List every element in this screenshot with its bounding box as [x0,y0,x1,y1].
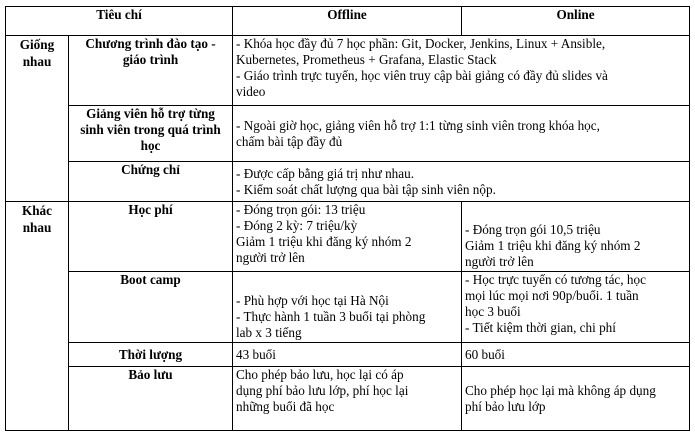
header-offline: Offline [233,7,462,36]
criterion-bootcamp: Boot camp [69,272,233,343]
table-row [6,106,690,162]
online-tuition: - Đóng trọn gói 10,5 triệu Giảm 1 triệu khi đăng ký nhóm 2 người trở lên [462,202,690,272]
shared-instructor-support: - Ngoài giờ học, giảng viên hỗ trợ 1:1 từng sinh viên trong khóa học, chấm bài tập đầy đủ [233,106,690,162]
table-row [6,202,690,272]
criterion-instructor-support: Giảng viên hỗ trợ từng sinh viên trong quá trình học [69,106,233,162]
criterion-curriculum: Chương trình đào tạo - giáo trình [69,36,233,106]
header-row [6,7,690,36]
online-duration: 60 buổi [462,343,690,367]
offline-tuition: - Đóng trọn gói: 13 triệu - Đóng 2 kỳ: 7 triệu/kỳ Giảm 1 triệu khi đăng ký nhóm 2 người trở lên [233,202,462,272]
shared-certificate: - Được cấp bằng giá trị như nhau. - Kiểm soát chất lượng qua bài tập sinh viên nộp. [233,162,690,202]
group-label-same: Giống nhau [6,36,69,202]
header-criteria: Tiêu chí [6,7,233,36]
criterion-deferral: Bảo lưu [69,367,233,431]
offline-deferral: Cho phép bảo lưu, học lại có áp dụng phí bảo lưu lớp, phí học lại những buổi đã học [233,367,462,431]
header-online: Online [462,7,690,36]
criterion-duration: Thời lượng [69,343,233,367]
criterion-tuition: Học phí [69,202,233,272]
offline-duration: 43 buổi [233,343,462,367]
table-row [6,272,690,343]
online-bootcamp: - Học trực tuyến có tương tác, học mọi lúc mọi nơi 90p/buổi. 1 tuần học 3 buổi - Tiết kiệm thời gian, chi phí [462,272,690,343]
table-row [6,367,690,431]
shared-curriculum: - Khóa học đầy đủ 7 học phần: Git, Docker, Jenkins, Linux + Ansible, Kubernetes, Prometheus + Grafana, Elastic Stack - Giáo trình trực tuyến, học viên truy cập bài giảng có đầy đủ slides và video [233,36,690,106]
online-deferral: Cho phép học lại mà không áp dụng phí bảo lưu lớp [462,367,690,431]
criterion-certificate: Chứng chỉ [69,162,233,202]
comparison-table [5,6,690,431]
table-row [6,162,690,202]
offline-bootcamp: - Phù hợp với học tại Hà Nội - Thực hành 1 tuần 3 buổi tại phòng lab x 3 tiếng [233,272,462,343]
table-row [6,36,690,106]
group-label-different: Khác nhau [6,202,69,431]
table-row [6,343,690,367]
